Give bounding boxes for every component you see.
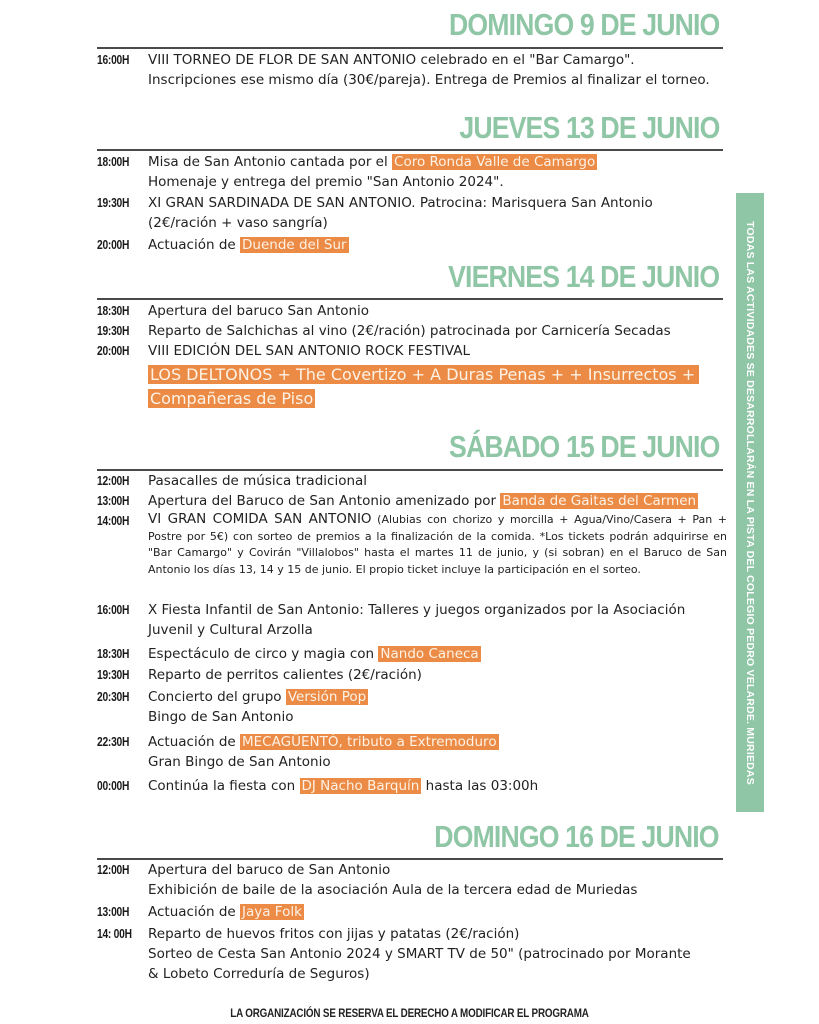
- event-time: 16:00H: [97, 53, 130, 67]
- event-text: Apertura del baruco de San Antonio: [148, 862, 391, 878]
- event-text: Juvenil y Cultural Arzolla: [148, 622, 313, 638]
- event-time: 18:00H: [97, 155, 130, 169]
- event-description: [148, 860, 727, 900]
- event-text: hasta las 03:00h: [421, 778, 539, 794]
- event-description: [148, 776, 727, 796]
- event-description: [148, 152, 727, 192]
- footer-disclaimer: LA ORGANIZACIÓN SE RESERVA EL DERECHO A MODIFICAR EL PROGRAMA: [230, 1006, 589, 1020]
- event-time: 20:00H: [97, 238, 130, 252]
- location-band: [736, 193, 764, 812]
- event-row: [97, 301, 727, 321]
- event-row: [97, 511, 727, 578]
- performer-highlight: Nando Caneca: [380, 646, 479, 662]
- event-time: 18:30H: [97, 304, 130, 318]
- event-row: [97, 321, 727, 341]
- event-time: 12:00H: [97, 863, 130, 877]
- day-header-jueves-13: JUEVES 13 DE JUNIO: [458, 110, 719, 145]
- event-time: 20:00H: [97, 344, 130, 358]
- event-description: [148, 511, 727, 578]
- event-text: Gran Bingo de San Antonio: [148, 754, 331, 770]
- event-time: 13:00H: [97, 494, 130, 508]
- event-row: [97, 860, 727, 900]
- divider: [97, 298, 723, 300]
- event-description: [148, 600, 727, 640]
- event-row: [97, 665, 727, 685]
- event-text: Exhibición de baile de la asociación Aula de la tercera edad de Muriedas: [148, 882, 638, 898]
- location-note: TODAS LAS ACTIVIDADES SE DESARROLLARÁN EN LA PISTA DEL COLEGIO PEDRO VELARDE. MURIEDAS: [744, 220, 756, 785]
- event-text: Misa de San Antonio cantada por el: [148, 154, 393, 170]
- event-description: [148, 50, 727, 90]
- event-row: [97, 491, 727, 511]
- performer-highlight: MECAGÜENTÓ, tributo a Extremoduro: [242, 734, 497, 750]
- event-row: [97, 50, 727, 90]
- event-text: Concierto del grupo: [148, 689, 286, 705]
- performer-highlight: Banda de Gaitas del Carmen: [502, 493, 697, 509]
- event-time: 12:00H: [97, 474, 130, 488]
- event-time: 19:30H: [97, 196, 130, 210]
- event-time: 22:30H: [97, 735, 130, 749]
- event-description: Reparto de Salchichas al vino (2€/ración) patrocinada por Carnicería Secadas: [148, 323, 671, 339]
- event-time: 13:00H: [97, 905, 130, 919]
- event-description: [148, 644, 727, 664]
- event-description: [148, 902, 727, 922]
- event-text: Continúa la fiesta con: [148, 778, 300, 794]
- event-row: [97, 687, 727, 727]
- divider: [97, 47, 723, 49]
- event-description: [148, 235, 727, 255]
- event-time: 16:00H: [97, 603, 130, 617]
- day-header-viernes-14: VIERNES 14 DE JUNIO: [447, 259, 719, 294]
- event-description: [148, 193, 727, 233]
- event-text: VI GRAN COMIDA SAN ANTONIO: [148, 511, 372, 527]
- event-text: (Alubias con chorizo y morcilla + Agua/Vino/Casera + Pan + Postre por 5€) con sorteo de premios a la finalización de la comida. *Los tickets podrán adquirirse en "Bar Camargo" y Covirán "Villalobos" hasta el martes 11 de junio, y (si sobran) en el Baruco de San Antonio los días 13, 14 y 15 de junio. El propio ticket incluye la participación en el sorteo.: [148, 513, 728, 576]
- event-time: 14: 00H: [97, 927, 132, 941]
- divider: [97, 149, 723, 151]
- performer-highlight: Duende del Sur: [242, 237, 347, 253]
- performer-highlight: Compañeras de Piso: [150, 389, 314, 408]
- event-text: Apertura del Baruco de San Antonio amenizado por: [148, 493, 501, 509]
- event-description: [148, 924, 727, 984]
- day-header-domingo-16: DOMINGO 16 DE JUNIO: [434, 819, 719, 854]
- day-header-domingo-9: DOMINGO 9 DE JUNIO: [448, 7, 719, 42]
- event-time: 20:30H: [97, 690, 130, 704]
- event-time: 00:00H: [97, 779, 130, 793]
- performer-highlight: Coro Ronda Valle de Camargo: [394, 154, 596, 170]
- event-description: [148, 732, 727, 772]
- performer-highlight: Jaya Folk: [242, 904, 302, 920]
- performer-highlight: DJ Nacho Barquín: [301, 778, 420, 794]
- event-text: (2€/ración + vaso sangría): [148, 215, 328, 231]
- event-row: [97, 471, 727, 491]
- event-time: 14:00H: [97, 514, 130, 528]
- event-description: Pasacalles de música tradicional: [148, 473, 368, 489]
- event-row: [97, 644, 727, 664]
- event-text: Espectáculo de circo y magia con: [148, 646, 379, 662]
- event-description: [148, 341, 727, 411]
- event-row: [97, 924, 727, 984]
- day-header-sabado-15: SÁBADO 15 DE JUNIO: [448, 429, 719, 464]
- event-row: [97, 152, 727, 192]
- event-row: [97, 732, 727, 772]
- event-row: [97, 902, 727, 922]
- event-text: VIII TORNEO DE FLOR DE SAN ANTONIO celebrado en el "Bar Camargo".: [148, 52, 635, 68]
- event-time: 19:30H: [97, 324, 130, 338]
- event-text: Reparto de huevos fritos con jijas y patatas (2€/ración): [148, 926, 520, 942]
- event-text: & Lobeto Correduría de Seguros): [148, 966, 370, 982]
- event-description: [148, 491, 727, 511]
- event-text: VIII EDICIÓN DEL SAN ANTONIO ROCK FESTIVAL: [148, 343, 470, 359]
- event-text: Actuación de: [148, 734, 240, 750]
- performer-highlight: LOS DELTONOS + The Covertizo + A Duras Penas + + Insurrectos +: [148, 365, 699, 384]
- event-text: Bingo de San Antonio: [148, 709, 294, 725]
- event-time: 18:30H: [97, 647, 130, 661]
- event-text: Inscripciones ese mismo día (30€/pareja). Entrega de Premios al finalizar el torneo.: [148, 72, 710, 88]
- event-time: 19:30H: [97, 668, 130, 682]
- event-description: Reparto de perritos calientes (2€/ración): [148, 667, 422, 683]
- event-description: Apertura del baruco San Antonio: [148, 303, 370, 319]
- event-text: Homenaje y entrega del premio "San Antonio 2024".: [148, 174, 504, 190]
- event-row: [97, 776, 727, 796]
- event-text: Actuación de: [148, 237, 240, 253]
- event-text: Sorteo de Cesta San Antonio 2024 y SMART TV de 50" (patrocinado por Morante: [148, 946, 691, 962]
- event-description: [148, 687, 727, 727]
- event-text: Actuación de: [148, 904, 240, 920]
- event-row: [97, 193, 727, 233]
- event-text: XI GRAN SARDINADA DE SAN ANTONIO. Patrocina: Marisquera San Antonio: [148, 195, 653, 211]
- event-row: [97, 600, 727, 640]
- event-row: [97, 341, 727, 411]
- performer-highlight: Versión Pop: [287, 689, 367, 705]
- event-row: [97, 235, 727, 255]
- event-text: X Fiesta Infantil de San Antonio: Talleres y juegos organizados por la Asociación: [148, 602, 686, 618]
